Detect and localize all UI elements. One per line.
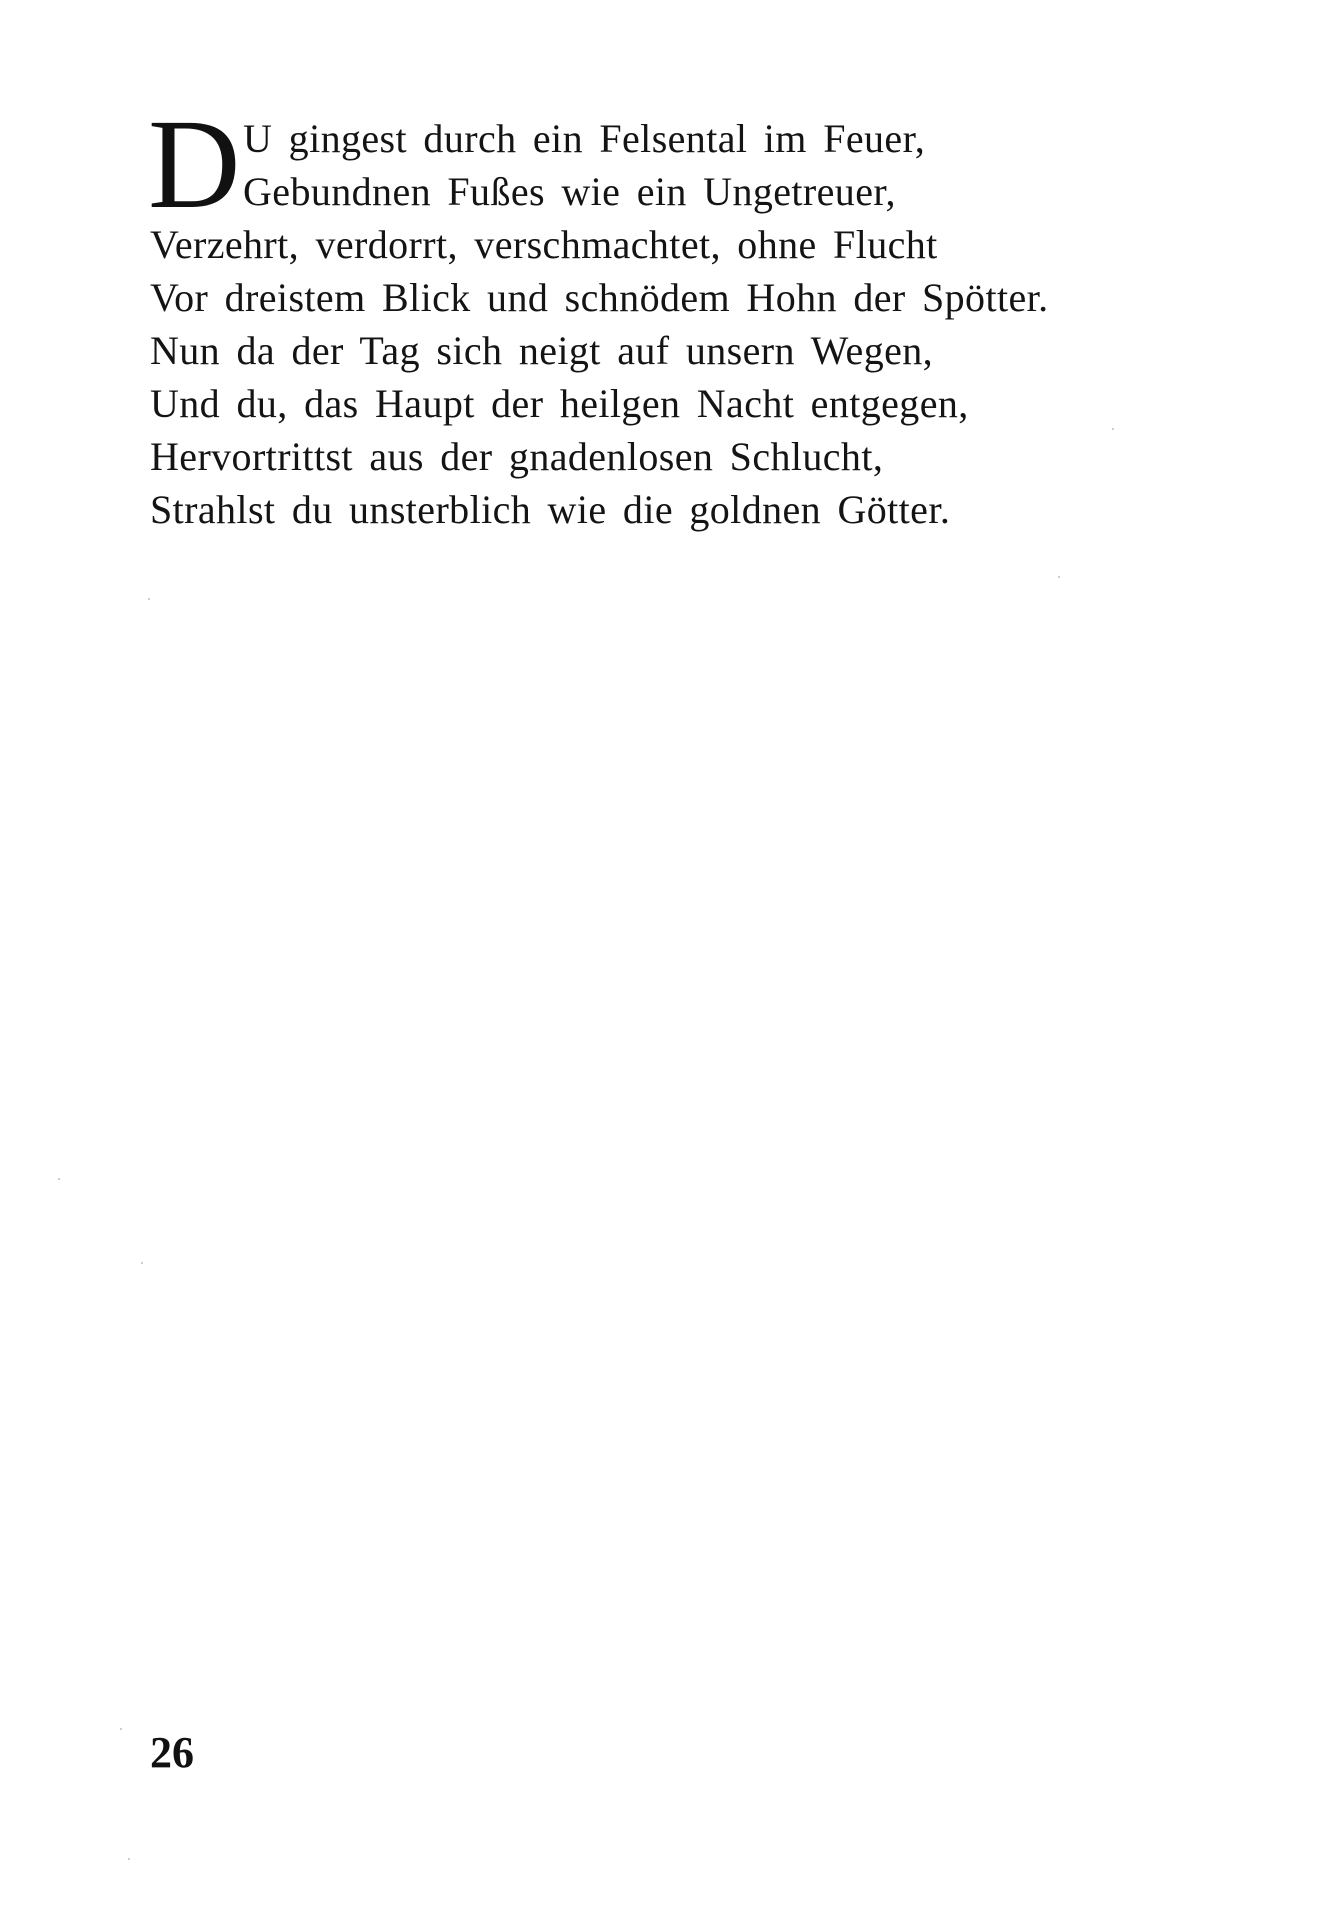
drop-cap-box xyxy=(148,93,242,235)
paper-speck xyxy=(120,1728,122,1730)
poem-line-3: Verzehrt, verdorrt, verschmachtet, ohne Flucht xyxy=(150,222,938,267)
poem-line-6: Und du, das Haupt der heilgen Nacht entgegen, xyxy=(150,381,969,426)
paper-speck xyxy=(128,1858,130,1860)
paper-speck xyxy=(58,1178,60,1180)
poem-line-7: Hervortrittst aus der gnadenlosen Schlucht, xyxy=(150,434,884,479)
poem-line-1: U gingest durch ein Felsental im Feuer, xyxy=(243,116,926,161)
paper-speck xyxy=(141,1262,143,1264)
paper-speck xyxy=(148,598,150,600)
poem-line-8: Strahlst du unsterblich wie die goldnen Götter. xyxy=(150,487,951,532)
poem xyxy=(148,93,1270,536)
poem-line-4: Vor dreistem Blick und schnödem Hohn der Spötter. xyxy=(150,275,1049,320)
paper-speck xyxy=(1112,428,1114,430)
paper-speck xyxy=(1058,576,1060,578)
page-number: 26 xyxy=(150,1728,194,1777)
poem-line-5: Nun da der Tag sich neigt auf unsern Wegen, xyxy=(150,328,934,373)
poem-line-2: Gebundnen Fußes wie ein Ungetreuer, xyxy=(243,169,896,214)
drop-cap: D xyxy=(148,93,241,235)
